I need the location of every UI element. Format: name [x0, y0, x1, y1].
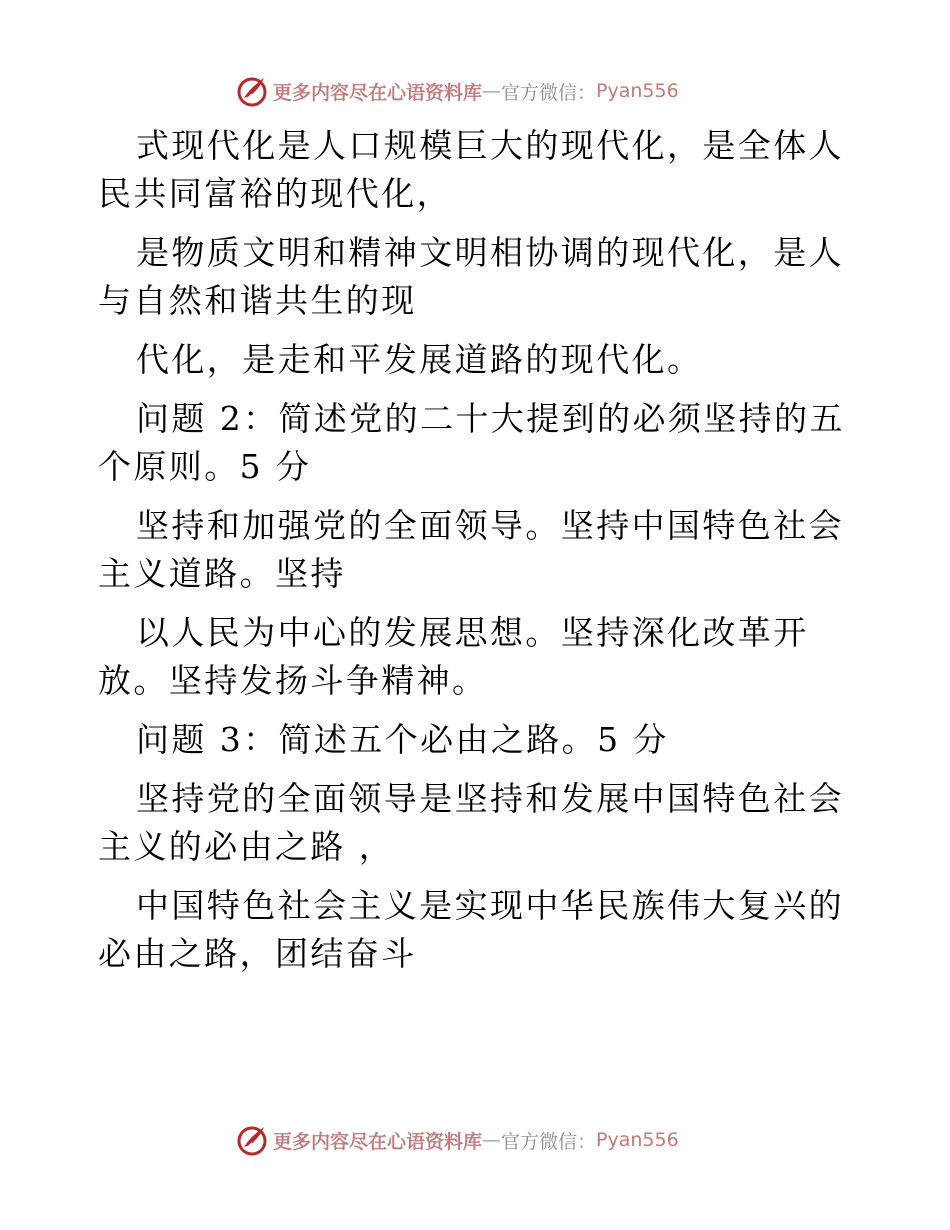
paragraph-6: 以人民为中心的发展思想。坚持深化改革开放。坚持发扬斗争精神。: [98, 613, 809, 700]
watermark-wechat-label: 官方微信：: [501, 1130, 597, 1153]
question-2-heading: 问题 2：简述党的二十大提到的必须坚持的五个原则。5 分: [98, 399, 845, 486]
watermark-dash: —: [482, 80, 502, 102]
paragraph-2: 是物质文明和精神文明相协调的现代化，是人与自然和谐共生的现: [98, 233, 844, 320]
watermark-dash: —: [482, 1129, 502, 1151]
paragraph-5: 坚持和加强党的全面领导。坚持中国特色社会主义道路。坚持: [98, 506, 844, 593]
paragraph-9: 中国特色社会主义是实现中华民族伟大复兴的必由之路，团结奋斗: [98, 886, 844, 973]
watermark-wechat-id: Pyan556: [596, 80, 679, 102]
watermark-wechat-id: Pyan556: [596, 1129, 679, 1151]
paragraph-3: 代化，是走和平发展道路的现代化。: [136, 340, 703, 379]
watermark-wechat-label: 官方微信：: [501, 81, 597, 104]
question-3-heading: 问题 3：简述五个必由之路。5 分: [136, 720, 669, 759]
quill-logo-icon: [236, 1123, 270, 1157]
document-body: [98, 122, 858, 989]
paragraph-8: 坚持党的全面领导是坚持和发展中国特色社会主义的必由之路 ，: [98, 779, 844, 866]
footer-watermark: [236, 1123, 679, 1157]
header-watermark: [236, 74, 679, 108]
watermark-brand-text: 更多内容尽在心语资料库: [273, 81, 483, 104]
paragraph-1: 式现代化是人口规模巨大的现代化，是全体人民共同富裕的现代化，: [98, 126, 844, 213]
quill-logo-icon: [236, 74, 270, 108]
watermark-brand-text: 更多内容尽在心语资料库: [273, 1130, 483, 1153]
